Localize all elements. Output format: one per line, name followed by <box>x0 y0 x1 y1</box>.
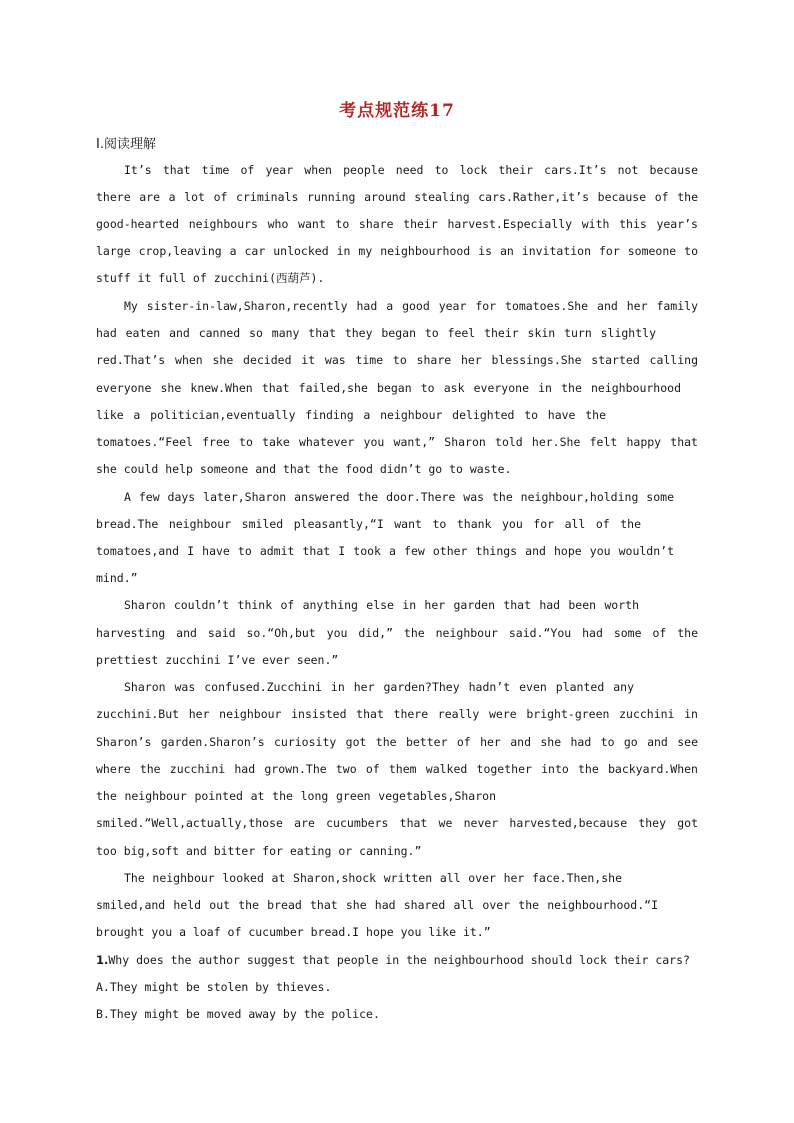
passage-line: there are a lot of criminals running around stealing cars.Rather,it’s because of the <box>96 190 698 204</box>
passage-line: prettiest zucchini I’ve ever seen.” <box>96 653 339 667</box>
passage-line: smiled.“Well,actually,those are cucumbers that we never harvested,because they got <box>96 816 698 830</box>
option-b: B.They might be moved away by the police. <box>96 1007 380 1021</box>
passage-line: large crop,leaving a car unlocked in my neighbourhood is an invitation for someone to <box>96 244 698 258</box>
passage-line: had eaten and canned so many that they began to feel their skin turn slightly <box>96 326 656 340</box>
passage-line: where the zucchini had grown.The two of them walked together into the backyard.When <box>96 762 698 776</box>
passage-line: bread.The neighbour smiled pleasantly,“I want to thank you for all of the <box>96 517 641 531</box>
passage-line: mind.” <box>96 571 138 585</box>
passage-line: The neighbour looked at Sharon,shock written all over her face.Then,she <box>124 871 622 885</box>
passage-line: A few days later,Sharon answered the door.There was the neighbour,holding some <box>124 490 674 504</box>
option-a: A.They might be stolen by thieves. <box>96 980 332 994</box>
page-title: 考点规范练17 <box>339 101 455 121</box>
question-text: Why does the author suggest that people in the neighbourhood should lock their cars? <box>108 953 690 967</box>
passage-line: red.That’s when she decided it was time to share her blessings.She started calling <box>96 353 698 367</box>
passage-line: harvesting and said so.“Oh,but you did,” the neighbour said.“You had some of the <box>96 626 698 640</box>
passage-line: brought you a loaf of cucumber bread.I hope you like it.” <box>96 925 491 939</box>
passage-line: too big,soft and bitter for eating or canning.” <box>96 844 422 858</box>
passage-line: stuff it full of zucchini(西葫芦). <box>96 271 325 285</box>
passage-line: tomatoes,and I have to admit that I took a few other things and hope you wouldn’t <box>96 544 674 558</box>
passage-line: she could help someone and that the food didn’t go to waste. <box>96 462 512 476</box>
passage-line: Sharon’s garden.Sharon’s curiosity got the better of her and she had to go and see <box>96 735 698 749</box>
passage-line: everyone she knew.When that failed,she began to ask everyone in the neighbourhood <box>96 381 681 395</box>
section-heading: Ⅰ.阅读理解 <box>96 137 156 152</box>
passage-line: the neighbour pointed at the long green vegetables,Sharon <box>96 789 496 803</box>
passage-line: My sister-in-law,Sharon,recently had a good year for tomatoes.She and her family <box>124 299 698 313</box>
question-1 <box>96 950 708 970</box>
passage-line: tomatoes.“Feel free to take whatever you want,” Sharon told her.She felt happy that <box>96 435 698 449</box>
passage-line: like a politician,eventually finding a neighbour delighted to have the <box>96 408 606 422</box>
passage-line: zucchini.But her neighbour insisted that there really were bright-green zucchini in <box>96 707 698 721</box>
passage-line: smiled,and held out the bread that she had shared all over the neighbourhood.“I <box>96 898 658 912</box>
question-number: 1. <box>96 953 109 967</box>
passage-line: good-hearted neighbours who want to share their harvest.Especially with this year’s <box>96 217 698 231</box>
passage-line: It’s that time of year when people need to lock their cars.It’s not because <box>124 163 698 177</box>
passage-line: Sharon was confused.Zucchini in her garden?They hadn’t even planted any <box>124 680 634 694</box>
passage-line: Sharon couldn’t think of anything else in her garden that had been worth <box>124 598 639 612</box>
